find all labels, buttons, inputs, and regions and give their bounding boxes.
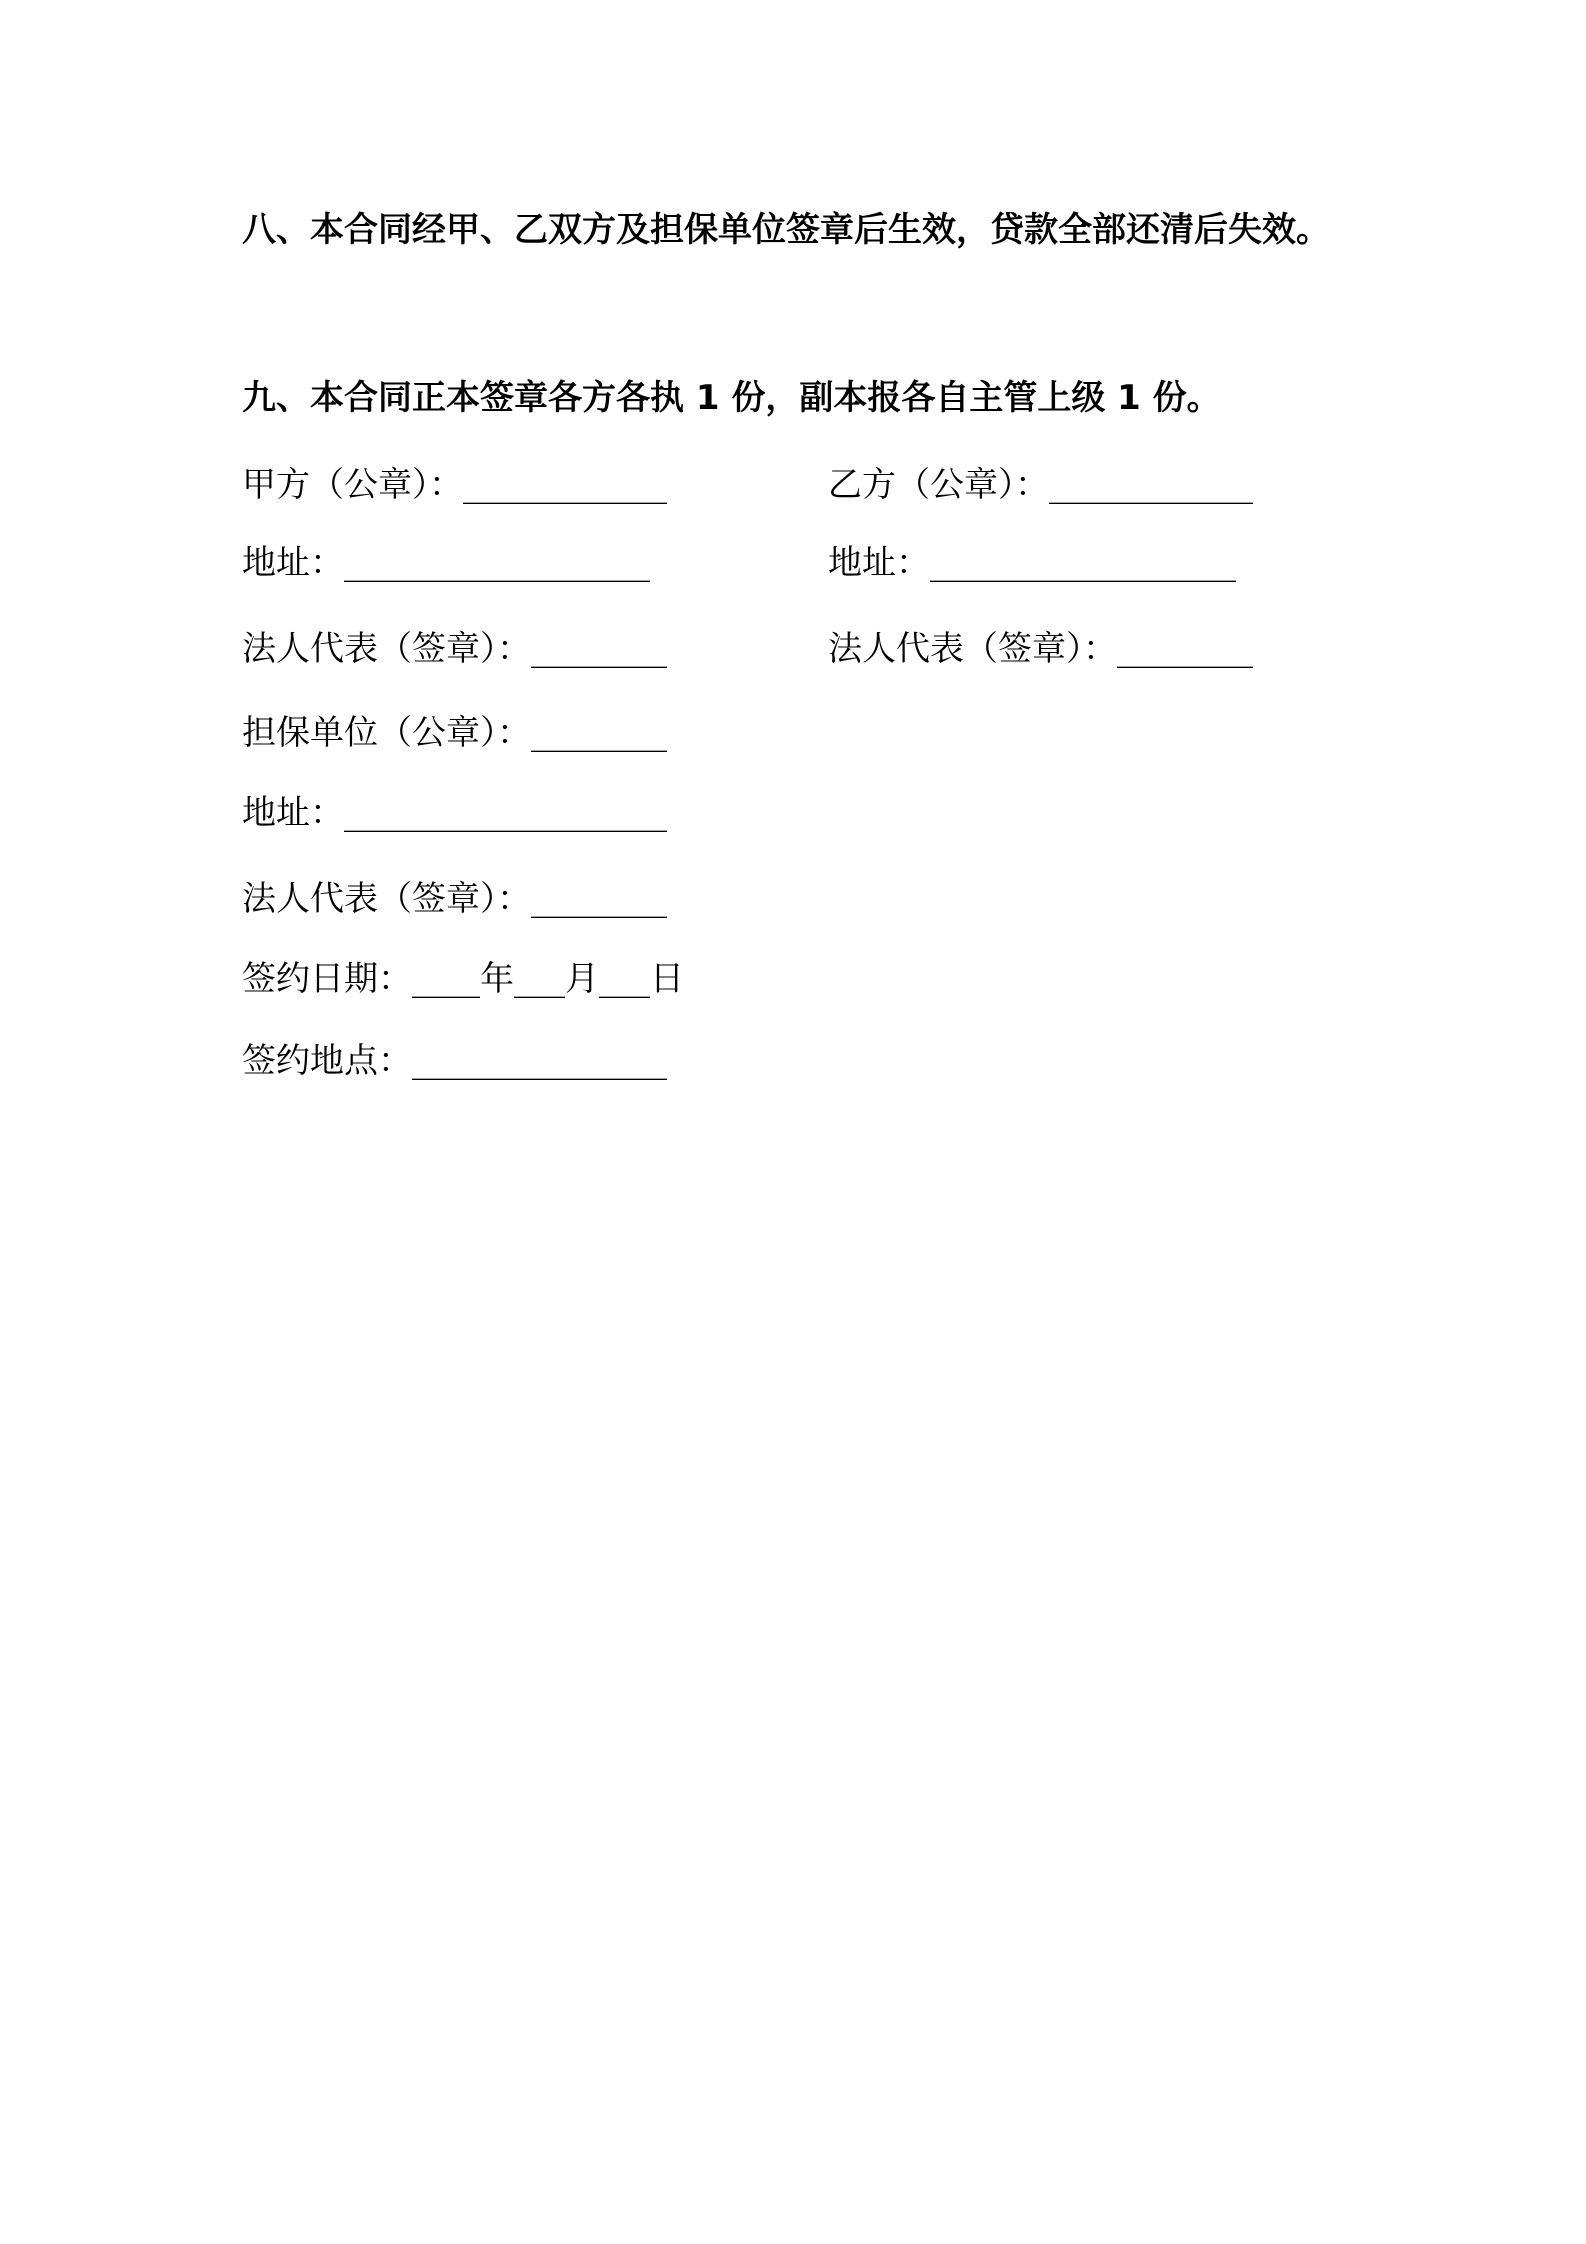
party-b-seal: 乙方（公章）：____________ bbox=[828, 465, 1253, 505]
clause-eight: 八、本合同经甲、乙双方及担保单位签章后生效，贷款全部还清后失效。 bbox=[242, 210, 1330, 250]
signing-date: 签约日期：____年___月___日 bbox=[242, 959, 684, 999]
guarantor-address: 地址：___________________ bbox=[242, 793, 667, 833]
guarantor-legal-rep: 法人代表（签章）：________ bbox=[242, 879, 667, 919]
party-a-legal-rep: 法人代表（签章）：________ bbox=[242, 629, 667, 669]
party-a-seal: 甲方（公章）：____________ bbox=[242, 465, 667, 505]
signing-place: 签约地点：_______________ bbox=[242, 1041, 667, 1081]
party-b-legal-rep: 法人代表（签章）：________ bbox=[828, 629, 1253, 669]
clause-nine: 九、本合同正本签章各方各执 1 份，副本报各自主管上级 1 份。 bbox=[242, 378, 1221, 418]
guarantor-seal: 担保单位（公章）：________ bbox=[242, 713, 667, 753]
party-b-address: 地址：__________________ bbox=[828, 543, 1236, 583]
party-a-address: 地址：__________________ bbox=[242, 543, 650, 583]
